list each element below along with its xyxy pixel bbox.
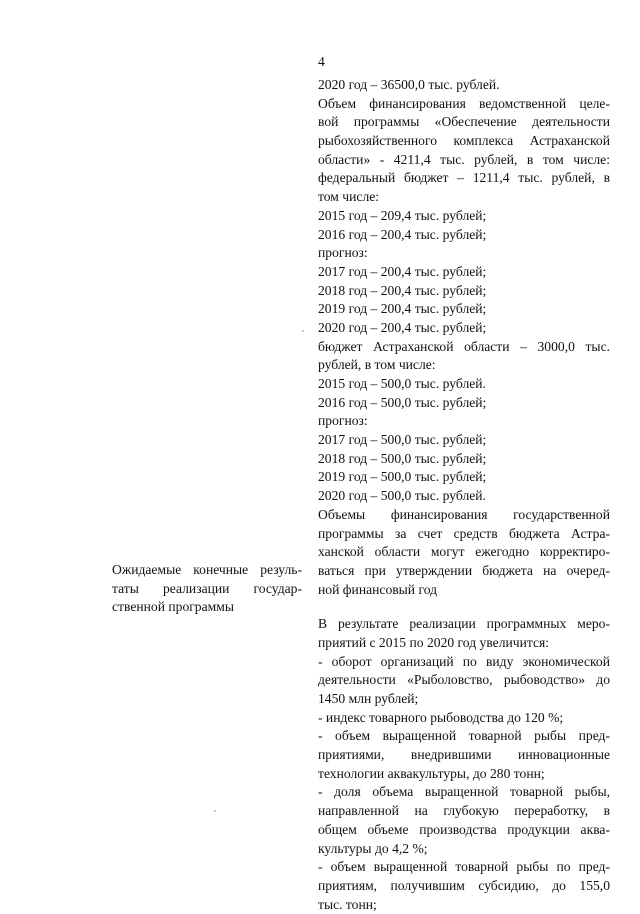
- results-line-text: - объем выращенной товарной рыбы пред-: [318, 728, 610, 744]
- label-line-text: Ожидаемые конечные резуль-: [112, 562, 302, 577]
- label-line: [112, 561, 302, 580]
- financing-line-text: 2020 год – 500,0 тыс. рублей.: [318, 488, 486, 504]
- financing-line: [318, 375, 610, 394]
- financing-line-text: 2020 год – 200,4 тыс. рублей;: [318, 319, 487, 335]
- financing-line-text: 2015 год – 209,4 тыс. рублей;: [318, 207, 487, 223]
- results-line-text: 1450 млн рублей;: [318, 691, 419, 706]
- financing-line-text: ной финансовый год: [318, 581, 438, 597]
- results-line: [318, 821, 610, 840]
- expected-results-paragraph: [318, 615, 610, 914]
- financing-line-text: 2019 год – 200,4 тыс. рублей;: [318, 301, 487, 317]
- results-line: [318, 727, 610, 746]
- financing-line-text: 2018 год – 200,4 тыс. рублей;: [318, 282, 487, 298]
- results-line-text: - доля объема выращенной товарной рыбы,: [318, 784, 610, 800]
- financing-line: [318, 226, 610, 245]
- results-line-text: деятельности «Рыболовство, рыбоводство» до: [318, 672, 610, 688]
- results-line: [318, 858, 610, 877]
- financing-line: [318, 132, 610, 151]
- financing-line-text: Объемы финансирования государственной: [318, 506, 610, 522]
- scan-speck: [302, 330, 304, 332]
- financing-line: [318, 282, 610, 301]
- financing-line-text: прогноз:: [318, 413, 368, 429]
- financing-line: [318, 562, 610, 581]
- financing-paragraph: [318, 76, 610, 599]
- financing-line-text: 2020 год – 36500,0 тыс. рублей.: [318, 77, 500, 92]
- label-line-text: таты реализации государ-: [112, 580, 302, 596]
- results-line: [318, 783, 610, 802]
- right-column: [318, 76, 610, 914]
- results-line-text: общем объеме производства продукции аква-: [318, 821, 610, 837]
- label-line-text: ственной программы: [112, 599, 234, 615]
- financing-line-text: 2017 год – 500,0 тыс. рублей;: [318, 432, 487, 448]
- financing-line-text: 2015 год – 500,0 тыс. рублей.: [318, 376, 486, 391]
- financing-line-text: бюджет Астраханской области – 3000,0 тыс.: [318, 338, 610, 354]
- financing-line-text: прогноз:: [318, 245, 368, 261]
- financing-line: [318, 338, 610, 357]
- page-number: 4: [318, 54, 325, 69]
- results-line-text: тыс. тонн;: [318, 896, 377, 912]
- financing-line: [318, 468, 610, 487]
- financing-line: [318, 431, 610, 450]
- results-line-text: - оборот организаций по виду экономической: [318, 653, 610, 669]
- financing-line-text: области» - 4211,4 тыс. рублей, в том числе:: [318, 151, 610, 167]
- financing-line: [318, 581, 610, 600]
- results-line-text: приятий с 2015 по 2020 год увеличится:: [318, 634, 550, 650]
- financing-line-text: программы за счет средств бюджета Астра-: [318, 525, 610, 541]
- results-line-text: технологии аквакультуры, до 280 тонн;: [318, 765, 545, 781]
- financing-line: [318, 188, 610, 207]
- results-line-text: приятиями, внедрившими инновационные: [318, 747, 610, 763]
- financing-line-text: рыбохозяйственного комплекса Астраханской: [318, 133, 610, 149]
- financing-line-text: вой программы «Обеспечение деятельности: [318, 114, 610, 130]
- results-line: [318, 615, 610, 634]
- financing-line-text: федеральный бюджет – 1211,4 тыс. рублей, в: [318, 170, 610, 186]
- results-line: [318, 671, 610, 690]
- results-line: [318, 634, 610, 653]
- results-line-text: приятиям, получившим субсидию, до 155,0: [318, 877, 610, 893]
- financing-line-text: Объем финансирования ведомственной целе-: [318, 95, 610, 111]
- financing-line-text: 2019 год – 500,0 тыс. рублей;: [318, 469, 487, 485]
- results-line-text: В результате реализации программных меро-: [318, 616, 610, 632]
- results-line: [318, 653, 610, 672]
- results-line-text: культуры до 4,2 %;: [318, 840, 428, 856]
- financing-line: [318, 525, 610, 544]
- financing-line-text: ваться при утверждении бюджета на очеред-: [318, 562, 610, 578]
- financing-line: [318, 319, 610, 338]
- financing-line-text: 2016 год – 200,4 тыс. рублей;: [318, 226, 487, 242]
- results-line: [318, 802, 610, 821]
- financing-line: [318, 356, 610, 375]
- results-line: [318, 690, 610, 709]
- financing-line: [318, 263, 610, 282]
- financing-line-text: ханской области могут ежегодно корректиро-: [318, 544, 610, 560]
- scan-speck: [214, 810, 216, 812]
- results-line: [318, 765, 610, 784]
- row-divider-space: [318, 599, 610, 615]
- financing-line: [318, 151, 610, 170]
- results-line: [318, 746, 610, 765]
- financing-line: [318, 450, 610, 469]
- financing-line-text: 2016 год – 500,0 тыс. рублей;: [318, 394, 487, 410]
- financing-line: [318, 113, 610, 132]
- expected-results-label: [112, 561, 302, 617]
- financing-line: [318, 207, 610, 226]
- results-line-text: - индекс товарного рыбоводства до 120 %;: [318, 709, 564, 725]
- financing-line: [318, 169, 610, 188]
- financing-line: [318, 506, 610, 525]
- financing-line: [318, 412, 610, 431]
- results-line: [318, 840, 610, 859]
- results-line-text: направленной на глубокую переработку, в: [318, 803, 610, 819]
- financing-line: [318, 394, 610, 413]
- financing-line: [318, 543, 610, 562]
- financing-line: [318, 95, 610, 114]
- results-line: [318, 877, 610, 896]
- financing-line-text: том числе:: [318, 189, 380, 205]
- financing-line-text: 2017 год – 200,4 тыс. рублей;: [318, 263, 487, 279]
- label-line: [112, 580, 302, 599]
- financing-line-text: рублей, в том числе:: [318, 357, 436, 373]
- financing-line: [318, 76, 610, 95]
- financing-line: [318, 487, 610, 506]
- financing-line: [318, 244, 610, 263]
- results-line-text: - объем выращенной товарной рыбы по пред-: [318, 859, 610, 875]
- results-line: [318, 709, 610, 728]
- financing-line: [318, 300, 610, 319]
- label-line: [112, 598, 302, 617]
- financing-line-text: 2018 год – 500,0 тыс. рублей;: [318, 450, 487, 466]
